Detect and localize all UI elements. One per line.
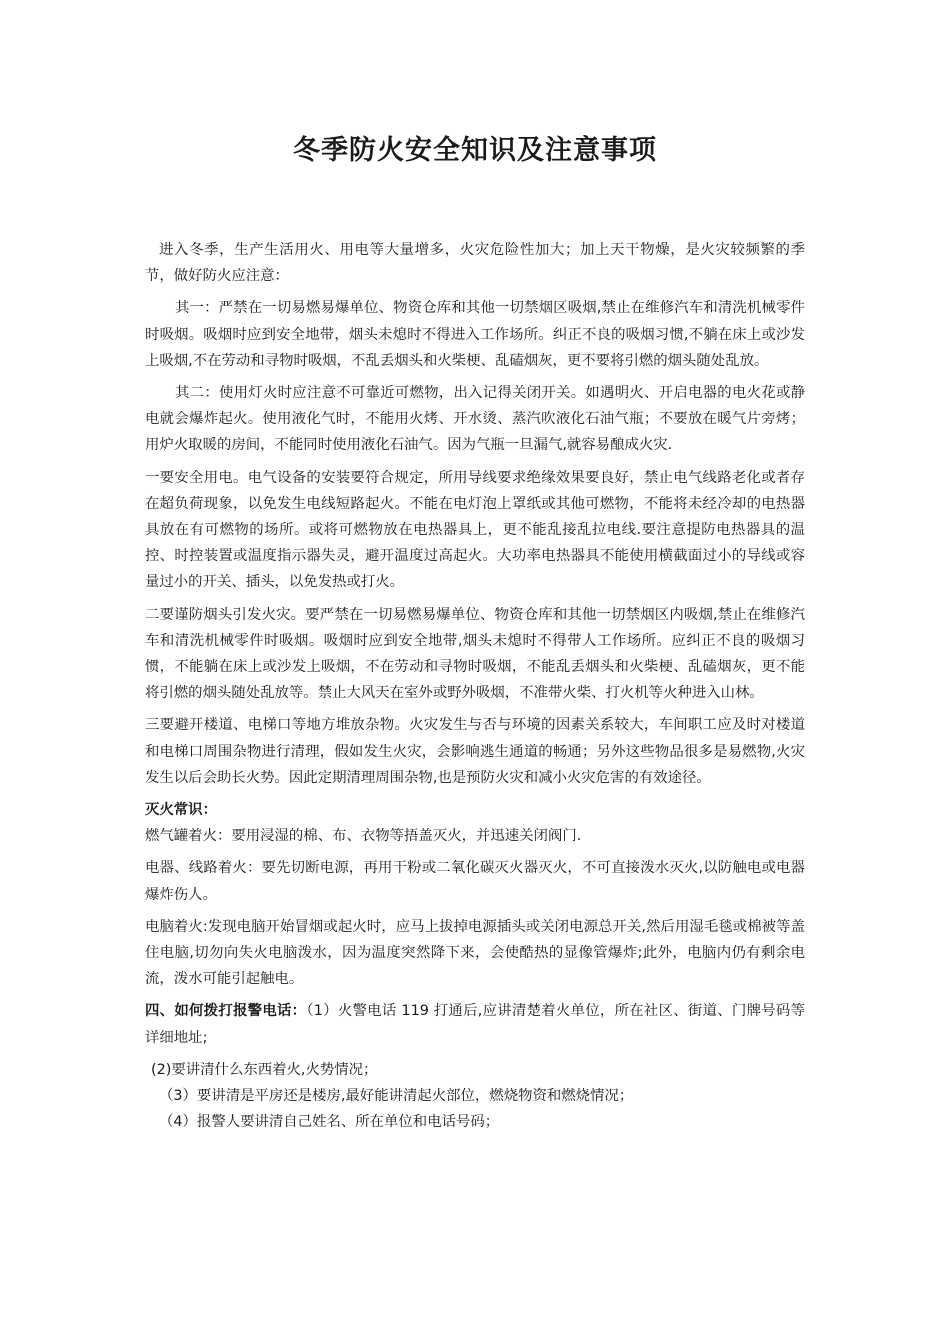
alarm-step-3: （3）要讲清是平房还是楼房,最好能讲清起火部位，燃烧物资和燃烧情况； <box>159 1088 634 1105</box>
electric-fire-paragraph: 电器、线路着火：要先切断电源，再用干粉或二氧化碳灭火器灭火，不可直接泼水灭火,以防触电或电器爆炸伤人。 <box>145 860 805 903</box>
safe-electricity-paragraph: 一要安全用电。电气设备的安装要符合规定，所用导线要求绝缘效果要良好，禁止电气线路老化或者存在超负荷现象，以免发生电线短路起火。不能在电灯泡上罩纸或其他可燃物，不能将未经冷却的电热器具放在有可燃物的场所。或将可燃物放在电热器具上，更不能乱接乱拉电线.要注意提防电热器具的温控、时控装置或温度指示器失灵，避开温度过高起火。大功率电热器具不能使用横截面过小的导线或容量过小的开关、插头，以免发热或打火。 <box>145 469 805 591</box>
alarm-step-2: (2)要讲清什么东西着火,火势情况； <box>151 1061 378 1078</box>
cigarette-paragraph: 二要谨防烟头引发火灾。要严禁在一切易燃易爆单位、物资仓库和其他一切禁烟区内吸烟,禁止在维修汽车和清洗机械零件时吸烟。吸烟时应到安全地带,烟头未熄时不得带人工作场所。应纠正不良的吸烟习惯，不能躺在床上或沙发上吸烟，不在劳动和寻物时吸烟，不能乱丢烟头和火柴梗、乱磕烟灰，更不能将引燃的烟头随处乱放等。禁止大风天在室外或野外吸烟，不准带火柴、打火机等火种进入山林。 <box>145 606 805 702</box>
extinguish-heading: 灭火常识： <box>145 802 217 819</box>
computer-fire-paragraph: 电脑着火:发现电脑开始冒烟或起火时，应马上拔掉电源插头或关闭电源总开关,然后用湿毛毯或棉被等盖住电脑,切勿向失火电脑泼水，因为温度突然降下来，会使酷热的显像管爆炸;此外，电脑内仍有剩余电流，泼水可能引起触电。 <box>145 918 805 988</box>
intro-paragraph: 进入冬季，生产生活用火、用电等大量增多，火灾危险性加大；加上天干物燥，是火灾较频繁的季节，做好防火应注意： <box>145 242 805 285</box>
rule-one-paragraph: 其一：严禁在一切易燃易爆单位、物资仓库和其他一切禁烟区吸烟,禁止在维修汽车和清洗机械零件时吸烟。吸烟时应到安全地带，烟头未熄时不得进入工作场所。纠正不良的吸烟习惯,不躺在床上或沙发上吸烟,不在劳动和寻物时吸烟，不乱丢烟头和火柴梗、乱磕烟灰，更不要将引燃的烟头随处乱放。 <box>145 300 805 369</box>
stairway-paragraph: 三要避开楼道、电梯口等地方堆放杂物。火灾发生与否与环境的因素关系较大，车间职工应及时对楼道和电梯口周围杂物进行清理，假如发生火灾，会影响逃生通道的畅通；另外这些物品很多是易燃物,火灾发生以后会助长火势。因此定期清理周围杂物,也是预防火灾和减小火灾危害的有效途径。 <box>145 717 805 786</box>
alarm-step-1: （1）火警电话 119 打通后,应讲清楚着火单位，所在社区、街道、门牌号码等详细地址; <box>145 1003 805 1046</box>
alarm-step-4: （4）报警人要讲清自己姓名、所在单位和电话号码； <box>159 1114 500 1131</box>
document-body <box>145 237 805 1136</box>
alarm-heading: 四、如何拨打报警电话： <box>145 1003 307 1020</box>
page-title: 冬季防火安全知识及注意事项 <box>293 135 657 166</box>
gas-fire-paragraph: 燃气罐着火：要用浸湿的棉、布、衣物等捂盖灭火，并迅速关闭阀门. <box>145 828 582 845</box>
rule-two-paragraph: 其二：使用灯火时应注意不可靠近可燃物，出入记得关闭开关。如遇明火、开启电器的电火花或静电就会爆炸起火。使用液化气时，不能用火烤、开水烫、蒸汽吹液化石油气瓶；不要放在暖气片旁烤；用炉火取暖的房间，不能同时使用液化石油气。因为气瓶一旦漏气,就容易酿成火灾. <box>145 385 805 454</box>
alarm-paragraph <box>145 998 805 1050</box>
